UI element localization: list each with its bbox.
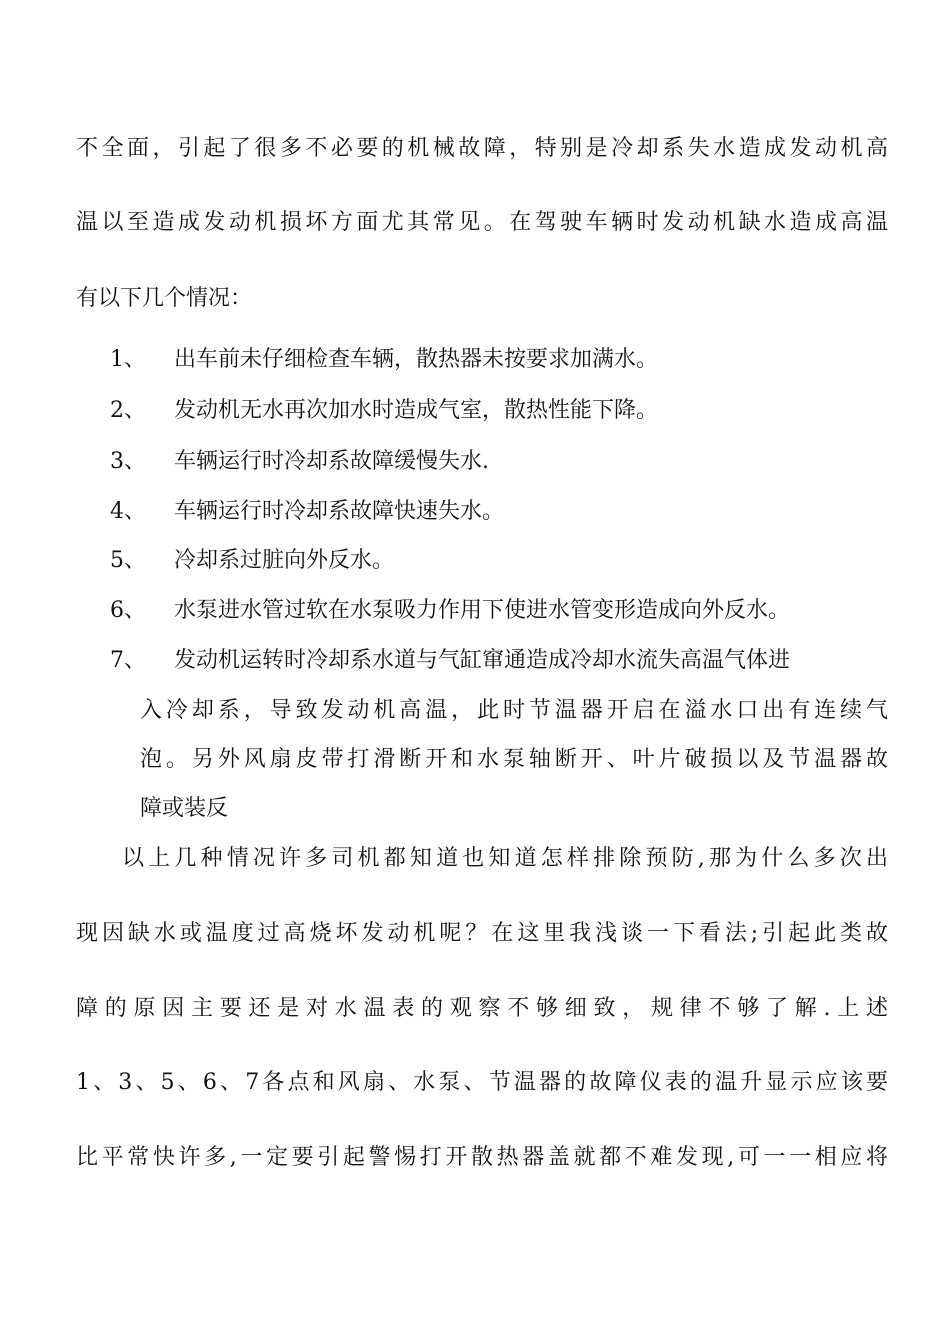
list-text: 冷却系过脏向外反水。: [174, 548, 395, 573]
list-number: 3、: [110, 449, 146, 474]
list-number: 7、: [110, 648, 146, 673]
list-text: 发动机无水再次加水时造成气室，散热性能下降。: [174, 398, 659, 423]
list-number: 2、: [110, 398, 146, 423]
paragraph-line: 有以下几个情况：: [76, 286, 253, 311]
paragraph-line: 不全面，引起了很多不必要的机械故障，特别是冷却系失水造成发动机高: [76, 136, 888, 161]
list-text: 出车前未仔细检查车辆，散热器未按要求加满水。: [174, 347, 659, 372]
list-item-continuation: 障或装反: [140, 796, 229, 821]
paragraph-line: 以上几种情况许多司机都知道也知道怎样排除预防,那为什么多次出: [122, 846, 888, 871]
paragraph-line: 1、3、5、6、7各点和风扇、水泵、节温器的故障仪表的温升显示应该要: [76, 1070, 888, 1095]
list-item-continuation: 泡。另外风扇皮带打滑断开和水泵轴断开、叶片破损以及节温器故: [140, 747, 888, 772]
list-text: 水泵进水管过软在水泵吸力作用下使进水管变形造成向外反水。: [174, 598, 791, 623]
list-number: 4、: [110, 499, 146, 524]
paragraph-line: 温以至造成发动机损坏方面尤其常见。在驾驶车辆时发动机缺水造成高温: [76, 210, 888, 235]
paragraph-line: 障的原因主要还是对水温表的观察不够细致，规律不够了解.上述: [76, 996, 888, 1021]
paragraph-line: 比平常快许多,一定要引起警惕打开散热器盖就都不难发现,可一一相应将: [76, 1145, 888, 1170]
list-item-continuation: 入冷却系，导致发动机高温，此时节温器开启在溢水口出有连续气: [140, 698, 888, 723]
list-number: 6、: [110, 598, 146, 623]
list-text: 车辆运行时冷却系故障快速失水。: [174, 499, 505, 524]
list-number: 1、: [110, 347, 146, 372]
list-text: 车辆运行时冷却系故障缓慢失水.: [174, 449, 489, 474]
list-number: 5、: [110, 548, 146, 573]
paragraph-line: 现因缺水或温度过高烧坏发动机呢？在这里我浅谈一下看法;引起此类故: [76, 921, 888, 946]
list-text: 发动机运转时冷却系水道与气缸窜通造成冷却水流失高温气体进: [174, 648, 791, 673]
